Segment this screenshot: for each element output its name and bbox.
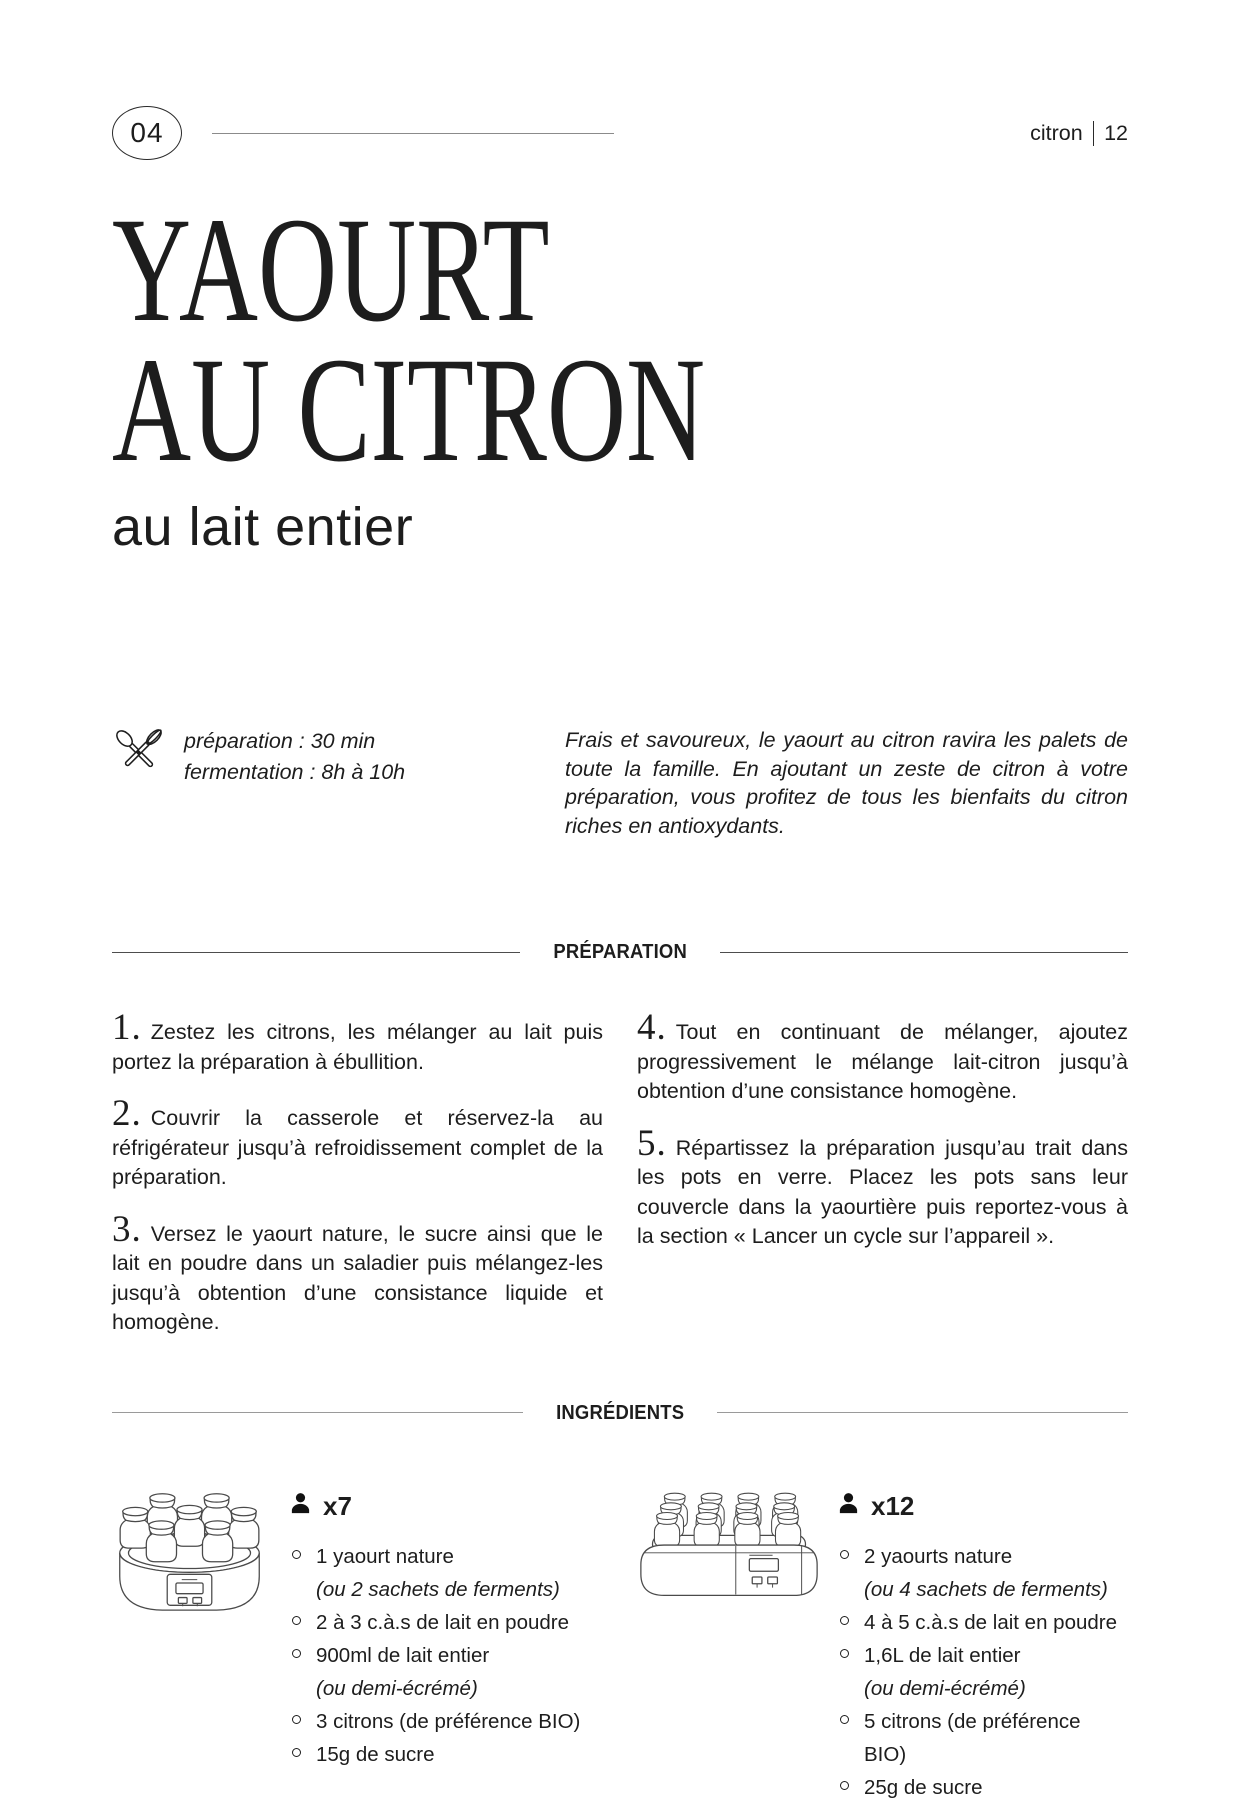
ingredient-item (289, 1705, 603, 1738)
time-text (184, 726, 405, 788)
step-number: 5. (637, 1122, 667, 1164)
bullet-icon (840, 1550, 849, 1559)
ingredients-section (112, 1485, 1128, 1804)
bullet-icon (292, 1748, 301, 1757)
ingredient-item (837, 1771, 1128, 1804)
preparation-time: préparation : 30 min (184, 729, 376, 753)
divider-line-left (112, 952, 520, 953)
ingredient-item (837, 1639, 1128, 1705)
person-icon (289, 1492, 312, 1520)
preparation-step-3 (112, 1208, 603, 1338)
ingredient-item (289, 1738, 603, 1771)
bullet-icon (840, 1649, 849, 1658)
preparation-step-5 (637, 1122, 1128, 1252)
ingredient-item (837, 1606, 1128, 1639)
ingredient-list (837, 1540, 1128, 1804)
divider-line-right (720, 952, 1128, 953)
ingredient-item (289, 1606, 603, 1639)
page-number: 12 (1104, 120, 1128, 145)
divider-line-left (112, 1412, 523, 1413)
ingredient-text: 2 à 3 c.à.s de lait en poudre (316, 1610, 570, 1634)
ingredient-text: 25g de sucre (864, 1775, 983, 1799)
ingredients-12-jars (637, 1485, 1128, 1804)
bullet-icon (292, 1715, 301, 1724)
step-text: Couvrir la casserole et réservez-la au réfrigérateur jusqu’à refroidissement complet de la préparation. (112, 1106, 603, 1189)
step-number: 4. (637, 1007, 667, 1048)
ingredient-text: 2 yaourts nature (864, 1544, 1013, 1568)
preparation-step-4 (637, 1007, 1128, 1107)
ingredient-note: (ou 2 sachets de ferments) (316, 1577, 560, 1601)
fermentation-time: fermentation : 8h à 10h (184, 760, 406, 784)
servings-count: x12 (871, 1490, 915, 1521)
ingredient-note: (ou demi-écrémé) (864, 1676, 1026, 1700)
ingredient-text: 1,6L de lait entier (864, 1643, 1021, 1667)
ingredients-heading: INGRÉDIENTS (555, 1400, 685, 1424)
bullet-icon (292, 1649, 301, 1658)
ingredient-list (289, 1540, 603, 1771)
servings-count: x7 (323, 1490, 352, 1521)
recipe-intro: Frais et savoureux, le yaourt au citron ravira les palets de toute la famille. En ajoutant un zeste de citron à votre préparation, vous profitez de tous les bienfaits du citron riches en antioxydants. (565, 728, 1128, 838)
steps-column-left (112, 1007, 603, 1365)
preparation-step-2 (112, 1093, 603, 1193)
preparation-step-1 (112, 1007, 603, 1077)
step-text: Tout en continuant de mélanger, ajoutez progressivement le mélange lait-citron jusqu’à obtention d’une consistance homogène. (637, 1020, 1128, 1103)
ingredients-7-body (289, 1485, 603, 1771)
step-text: Répartissez la préparation jusqu’au trait dans les pots en verre. Placez les pots sans leur couvercle dans la yaourtière puis reportez-vous à la section « Lancer un cycle sur l’appareil ». (637, 1135, 1128, 1248)
bullet-icon (840, 1616, 849, 1625)
steps-column-right (637, 1007, 1128, 1365)
time-block (112, 726, 565, 840)
info-row (112, 726, 1128, 840)
person-icon (837, 1492, 860, 1520)
ingredients-divider (112, 1401, 1128, 1425)
ingredient-text: 900ml de lait entier (316, 1643, 490, 1667)
bullet-icon (292, 1616, 301, 1625)
servings-header (289, 1491, 603, 1522)
ingredient-note: (ou 4 sachets de ferments) (864, 1577, 1108, 1601)
bullet-icon (292, 1550, 301, 1559)
step-number: 3. (112, 1208, 142, 1250)
recipe-title-line1: YAOURT (112, 187, 550, 353)
bullet-icon (840, 1715, 849, 1724)
separator-bar (1093, 121, 1094, 146)
ingredient-text: 1 yaourt nature (316, 1544, 454, 1568)
ingredient-note: (ou demi-écrémé) (316, 1676, 478, 1700)
ingredient-item (837, 1705, 1128, 1771)
divider-line-right (717, 1412, 1128, 1413)
page-reference (1030, 121, 1128, 146)
recipe-number-badge: 04 (112, 106, 182, 160)
recipe-subtitle: au lait entier (112, 497, 414, 557)
header-rule (212, 133, 614, 134)
ingredient-text: 3 citrons (de préférence BIO) (316, 1709, 581, 1733)
ingredient-item (837, 1540, 1128, 1606)
utensils-icon (112, 726, 166, 785)
bullet-icon (840, 1781, 849, 1790)
ingredients-12-body (837, 1485, 1128, 1804)
ingredient-text: 5 citrons (de préférence BIO) (864, 1709, 1081, 1766)
section-label: citron (1030, 120, 1083, 145)
preparation-heading: PRÉPARATION (553, 940, 687, 963)
step-number: 1. (112, 1007, 142, 1048)
preparation-divider (112, 940, 1128, 964)
ingredient-item (289, 1639, 603, 1705)
recipe-title (112, 187, 854, 493)
page-header (112, 0, 1128, 160)
step-text: Versez le yaourt nature, le sucre ainsi que le lait en poudre dans un saladier puis mélangez-les jusqu’à obtention d’une consistance liquide et homogène. (112, 1221, 603, 1334)
yogurt-maker-12-jars-illustration (637, 1485, 821, 1614)
recipe-title-line2: AU CITRON (112, 327, 706, 493)
servings-header (837, 1491, 1128, 1522)
ingredient-text: 15g de sucre (316, 1742, 435, 1766)
ingredient-item (289, 1540, 603, 1606)
step-text: Zestez les citrons, les mélanger au lait puis portez la préparation à ébullition. (112, 1020, 603, 1074)
preparation-steps (112, 1007, 1128, 1365)
ingredient-text: 4 à 5 c.à.s de lait en poudre (864, 1610, 1118, 1634)
ingredients-7-jars (112, 1485, 603, 1804)
step-number: 2. (112, 1093, 142, 1134)
yogurt-maker-7-jars-illustration (112, 1485, 267, 1626)
